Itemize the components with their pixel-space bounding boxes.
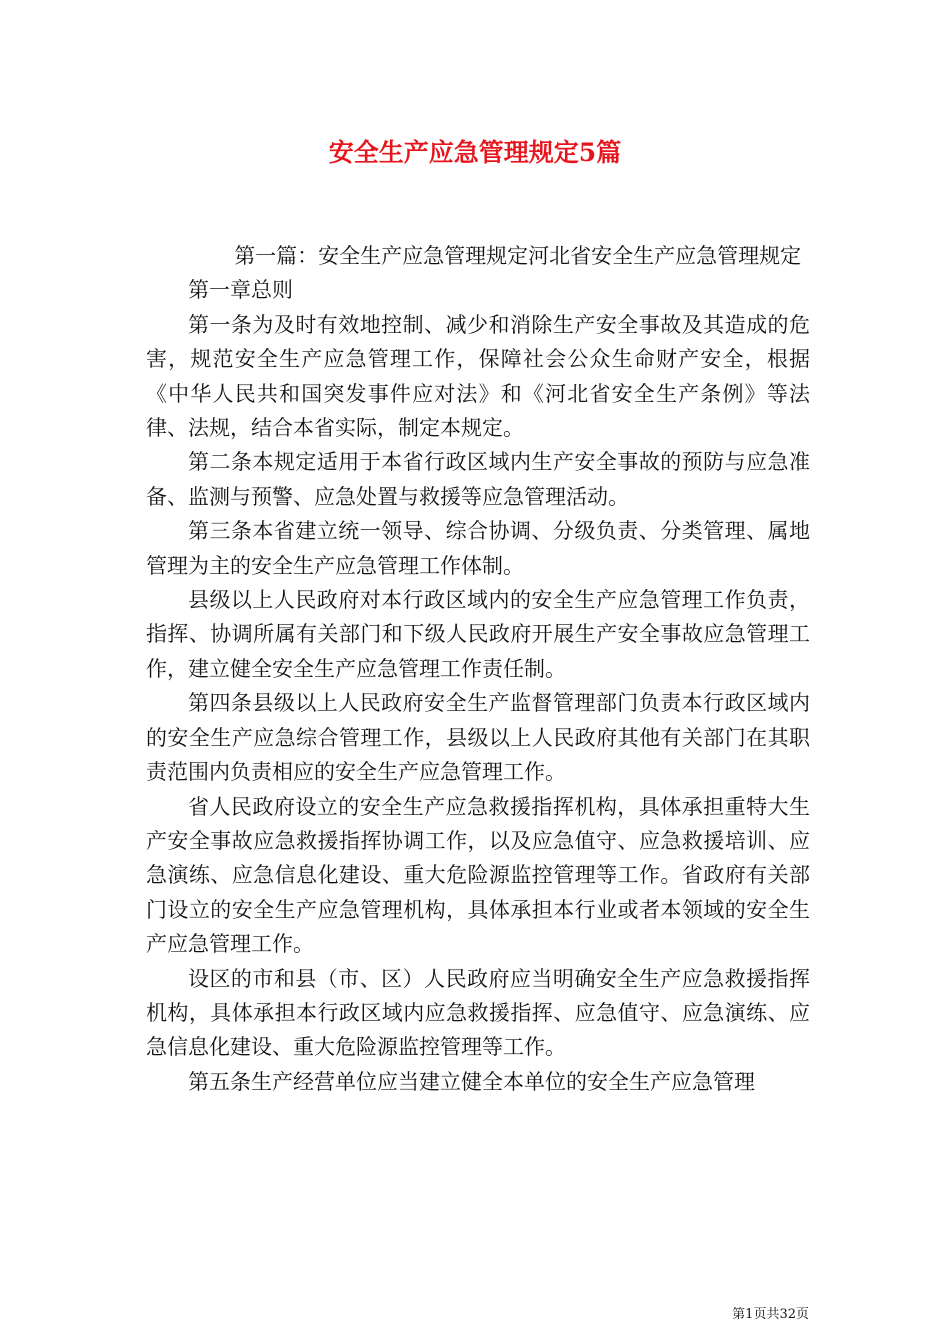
paragraph: 第一章总则 [188,278,293,303]
paragraph: 第一条为及时有效地控制、减少和消除生产安全事故及其造成的危害，规范安全生产应急管理工作，保障社会公众生命财产安全，根据《中华人民共和国突发事件应对法》和《河北省安全生产条例》等法律、法规，结合本省实际，制定本规定。 [146,312,810,441]
paragraph: 设区的市和县（市、区）人民政府应当明确安全生产应急救援指挥机构，具体承担本行政区域内应急救援指挥、应急值守、应急演练、应急信息化建设、重大危险源监控管理等工作。 [146,966,810,1060]
document-body [146,239,810,1099]
paragraph: 第一篇：安全生产应急管理规定河北省安全生产应急管理规定 [234,244,802,268]
paragraph: 第四条县级以上人民政府安全生产监督管理部门负责本行政区域内的安全生产应急综合管理工作，县级以上人民政府其他有关部门在其职责范围内负责相应的安全生产应急管理工作。 [146,691,810,785]
paragraph: 第三条本省建立统一领导、综合协调、分级负责、分类管理、属地管理为主的安全生产应急管理工作体制。 [146,519,810,578]
paragraph: 县级以上人民政府对本行政区域内的安全生产应急管理工作负责，指挥、协调所属有关部门和下级人民政府开展生产安全事故应急管理工作，建立健全安全生产应急管理工作责任制。 [146,588,810,681]
paragraph: 第五条生产经营单位应当建立健全本单位的安全生产应急管理 [188,1069,755,1094]
document-title: 安全生产应急管理规定5篇 [328,138,622,167]
paragraph: 第二条本规定适用于本省行政区域内生产安全事故的预防与应急准备、监测与预警、应急处置与救援等应急管理活动。 [146,450,810,509]
page-number: 第1页共32页 [732,1307,809,1322]
paragraph: 省人民政府设立的安全生产应急救援指挥机构，具体承担重特大生产安全事故应急救援指挥协调工作，以及应急值守、应急救援培训、应急演练、应急信息化建设、重大危险源监控管理等工作。省政府有关部门设立的安全生产应急管理机构，具体承担本行业或者本领域的安全生产应急管理工作。 [146,794,810,957]
